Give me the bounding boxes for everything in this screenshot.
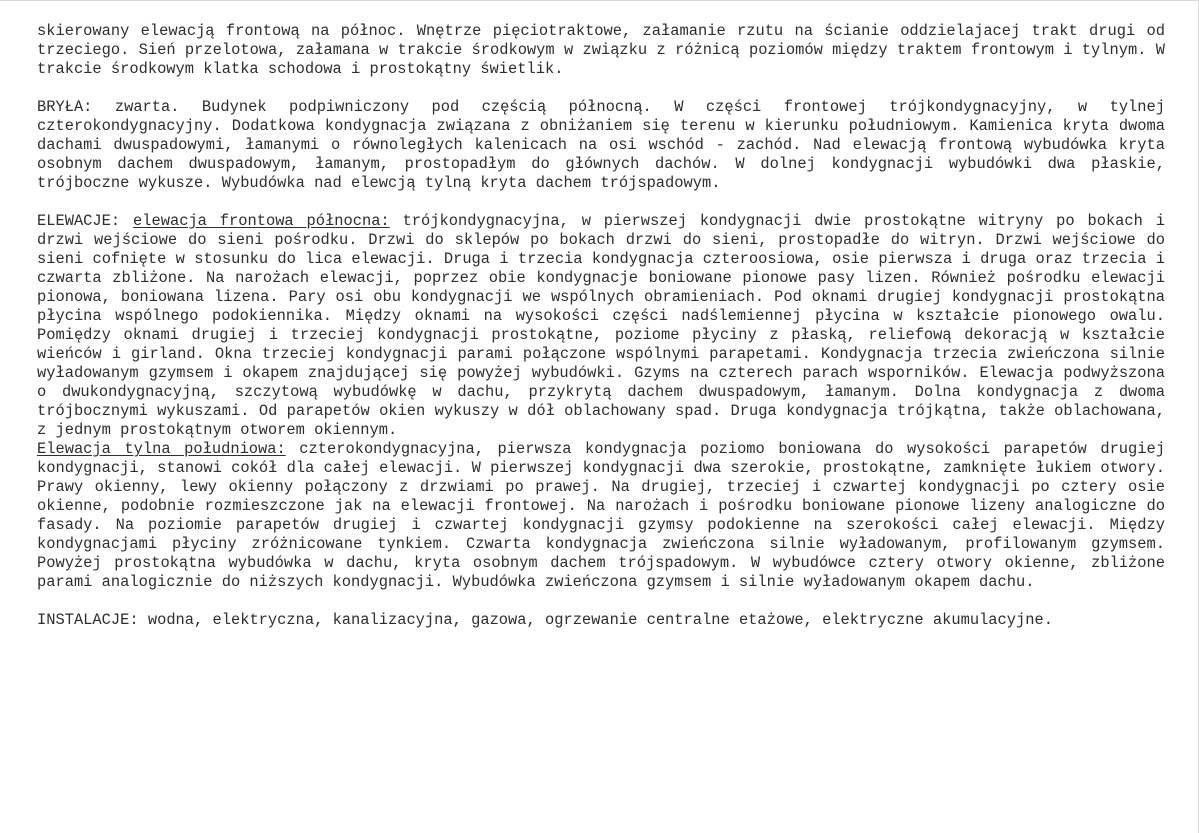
- subheading-elewacja-frontowa: elewacja frontowa północna:: [133, 212, 390, 230]
- section-label-bryla: BRYŁA:: [37, 98, 93, 116]
- paragraph-text: skierowany elewacją frontową na północ. Wnętrze pięciotraktowe, załamanie rzutu na ścianie oddzielajacej trakt drugi od trzeciego. Sień przelotowa, załamana w trakcie środkowym w związku z różnicą poziomów między traktem frontowym i tylnym. W trakcie środkowym klatka schodowa i prostokątny świetlik.: [37, 22, 1165, 78]
- paragraph-wnetrze: [37, 22, 1165, 79]
- paragraph-elewacje-frontowa: [37, 212, 1165, 440]
- paragraph-elewacja-tylna: [37, 440, 1165, 592]
- section-label-instalacje: INSTALACJE:: [37, 611, 139, 629]
- paragraph-instalacje: [37, 611, 1165, 630]
- paragraph-bryla: [37, 98, 1165, 193]
- paragraph-text: trójkondygnacyjna, w pierwszej kondygnacji dwie prostokątne witryny po bokach i drzwi wejściowe do sieni pośrodku. Drzwi do sklepów po bokach drzwi do sieni, prostopadłe do witryn. Drzwi wejściowe do sieni cofnięte w stosunku do lica elewacji. Druga i trzecia kondygnacja czteroosiowa, osie pierwsza i druga oraz trzecia i czwarta zbliżone. Na narożach elewacji, poprzez obie kondygnacje boniowane pionowe pasy lizen. Również pośrodku elewacji pionowa, boniowana lizena. Pary osi obu kondygnacji we wspólnych obramieniach. Pod oknami drugiej kondygnacji prostokątna płycina wspólnego podokiennika. Między oknami na wysokości części nadślemiennej płycina w kształcie pionowego owalu. Pomiędzy oknami drugiej i trzeciej kondygnacji prostokątne, poziome płyciny z płaską, reliefową dekoracją w kształcie wieńców i girland. Okna trzeciej kondygnacji parami połączone wspólnymi parapetami. Kondygnacja trzecia zwieńczona silnie wyładowanym gzymsem i okapem znajdującej się powyżej wybudówki. Gzyms na czterech parach wsporników. Elewacja podwyższona o dwukondygnacyjną, szczytową wybudówkę w dachu, przykrytą dachem dwuspadowym, łamanym. Dolna kondygnacja z dwoma trójbocznymi wykuszami. Od parapetów okien wykuszy w dół oblachowany spad. Druga kondygnacja trójkątna, także oblachowana, z jednym prostokątnym otworem okiennym.: [37, 212, 1166, 439]
- section-label-elewacje: ELEWACJE:: [37, 212, 121, 230]
- paragraph-text: czterokondygnacyjna, pierwsza kondygnacja poziomo boniowana do wysokości parapetów drugiej kondygnacji, stanowi cokół dla całej elewacji. W pierwszej kondygnacji dwa szerokie, prostokątne, zamknięte łukiem otwory. Prawy okienny, lewy okienny połączony z drzwiami po prawej. Na drugiej, trzeciej i czwartej kondygnacji po cztery osie okienne, podobnie rozmieszczone jak na elewacji frontowej. Na narożach i pośrodku boniowane pionowe lizeny analogiczne do fasady. Na poziomie parapetów drugiej i czwartej kondygnacji gzymsy podokienne na szerokości całej elewacji. Między kondygnacjami płyciny zróżnicowane tynkiem. Czwarta kondygnacja zwieńczona silnie wyładowanym, profilowanym gzymsem. Powyżej prostokątna wybudówka w dachu, kryta osobnym dachem trójspadowym. W wybudówce cztery otwory okienne, zbliżone parami analogicznie do niższych kondygnacji. Wybudówka zwieńczona gzymsem i silnie wyładowanym okapem dachu.: [37, 440, 1165, 591]
- subheading-elewacja-tylna: Elewacja tylna południowa:: [37, 440, 286, 458]
- paragraph-text: wodna, elektryczna, kanalizacyjna, gazowa, ogrzewanie centralne etażowe, elektryczne akumulacyjne.: [138, 611, 1053, 629]
- document-text: [37, 22, 1165, 649]
- paragraph-text: zwarta. Budynek podpiwniczony pod częścią północną. W części frontowej trójkondygnacyjny, w tylnej czterokondygnacyjny. Dodatkowa kondygnacja związana z obniżaniem się terenu w kierunku południowym. Kamienica kryta dwoma dachami dwuspadowymi, łamanymi o równoległych kalenicach na osi wschód - zachód. Nad elewacją frontową wybudówka kryta osobnym dachem dwuspadowym, łamanym, prostopadłym do głównych dachów. W dolnej kondygnacji wybudówki dwa płaskie, trójboczne wykusze. Wybudówka nad elewcją tylną kryta dachem trójspadowym.: [37, 98, 1165, 192]
